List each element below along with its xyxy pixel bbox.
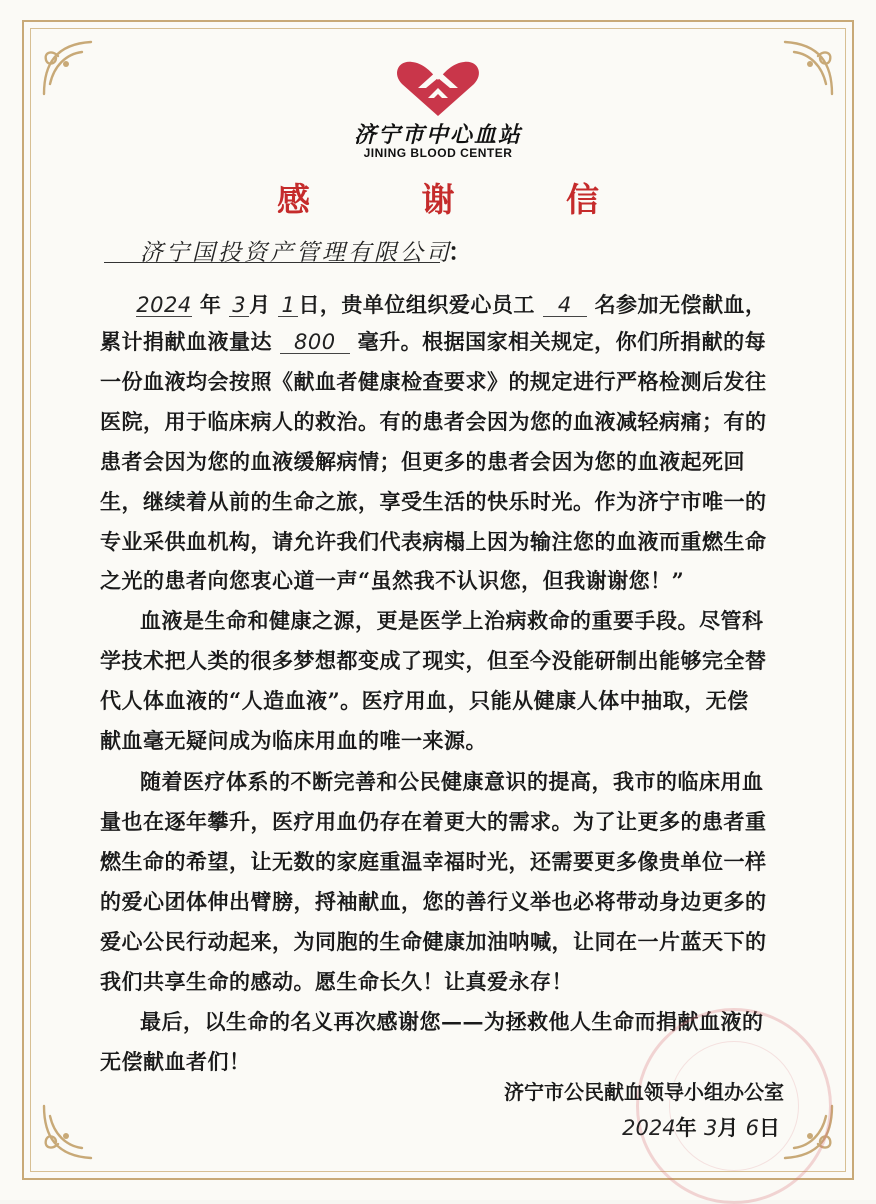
- paragraph-line: 患者会因为您的血液缓解病情；但更多的患者会因为您的血液起死回: [100, 449, 745, 474]
- text-segment: 月: [717, 1115, 739, 1140]
- paragraph-line: 随着医疗体系的不断完善和公民健康意识的提高，我市的临床用血: [140, 769, 764, 794]
- paragraph-line: 之光的患者向您衷心道一声“虽然我不认识您，但我谢谢您！”: [100, 568, 685, 593]
- handwritten-date-day: 6: [745, 1116, 759, 1140]
- handwritten-date-year: 2024: [622, 1116, 676, 1140]
- letter-title: 感 谢 信: [277, 180, 649, 219]
- paragraph-line: 代人体血液的“人造血液”。医疗用血，只能从健康人体中抽取，无偿: [100, 688, 749, 713]
- text-segment: 毫升。根据国家相关规定，你们所捐献的每: [357, 329, 767, 354]
- paragraph-line: 学技术把人类的很多梦想都变成了现实，但至今没能研制出能够完全替: [100, 648, 767, 673]
- org-name-en: JINING BLOOD CENTER: [363, 146, 513, 160]
- text-segment: 日，贵单位组织爱心员工: [298, 292, 535, 317]
- paragraph-line: [100, 326, 790, 356]
- recipient-underline: [104, 262, 440, 263]
- paragraph-line: 血液是生命和健康之源，更是医学上治病救命的重要手段。尽管科: [140, 608, 764, 633]
- recipient-name: 济宁国投资产管理有限公司: [140, 240, 452, 266]
- corner-ornament-icon: [36, 1096, 106, 1166]
- paragraph-line: 献血毫无疑问成为临床用血的唯一来源。: [100, 728, 487, 753]
- text-segment: 年: [675, 1115, 697, 1140]
- text-segment: 名参加无偿献血，: [594, 292, 767, 317]
- text-segment: 月: [249, 292, 271, 317]
- recipient-colon: ：: [448, 237, 472, 266]
- handwritten-month: 3: [229, 294, 249, 317]
- text-segment: 日: [759, 1115, 780, 1140]
- paragraph-line: 最后，以生命的名义再次感谢您——为拯救他人生命而捐献血液的: [140, 1009, 764, 1034]
- paragraph-line: 专业采供血机构，请允许我们代表病榻上因为输注您的血液而重燃生命: [100, 529, 767, 554]
- corner-ornament-icon: [36, 34, 106, 104]
- text-segment: 累计捐献血液量达: [100, 329, 272, 354]
- paragraph-line: 医院，用于临床病人的救治。有的患者会因为您的血液减轻病痛；有的: [100, 409, 767, 434]
- handwritten-count: 4: [543, 294, 587, 317]
- paragraph-line: 我们共享生命的感动。愿生命长久！让真爱永存！: [100, 969, 573, 994]
- paragraph-line: [136, 289, 826, 319]
- paragraph-line: 生，继续着从前的生命之旅，享受生活的快乐时光。作为济宁市唯一的: [100, 489, 767, 514]
- blood-drop-heart-logo-icon: [388, 58, 488, 120]
- handwritten-day: 1: [278, 294, 298, 317]
- paragraph-line: 的爱心团体伸出臂膀，捋袖献血，您的善行义举也必将带动身边更多的: [100, 889, 767, 914]
- paragraph-line: 量也在逐年攀升，医疗用血仍存在着更大的需求。为了让更多的患者重: [100, 809, 767, 834]
- org-name-cn: 济宁市中心血站: [353, 122, 522, 148]
- text-segment: 年: [199, 292, 222, 317]
- paragraph-line: 燃生命的希望，让无数的家庭重温幸福时光，还需要更多像贵单位一样: [100, 849, 767, 874]
- paragraph-line: 无偿献血者们！: [100, 1049, 251, 1074]
- official-seal-icon: [636, 1008, 832, 1204]
- corner-ornament-icon: [770, 34, 840, 104]
- handwritten-year: 2024: [136, 293, 192, 317]
- paragraph-line: 爱心公民行动起来，为同胞的生命健康加油呐喊，让同在一片蓝天下的: [100, 929, 767, 954]
- handwritten-amount: 800: [280, 331, 350, 354]
- handwritten-date-month: 3: [703, 1116, 718, 1140]
- signature-office: 济宁市公民献血领导小组办公室: [504, 1080, 784, 1104]
- paragraph-line: 一份血液均会按照《献血者健康检查要求》的规定进行严格检测后发往: [100, 369, 767, 394]
- letter-date: [622, 1112, 780, 1142]
